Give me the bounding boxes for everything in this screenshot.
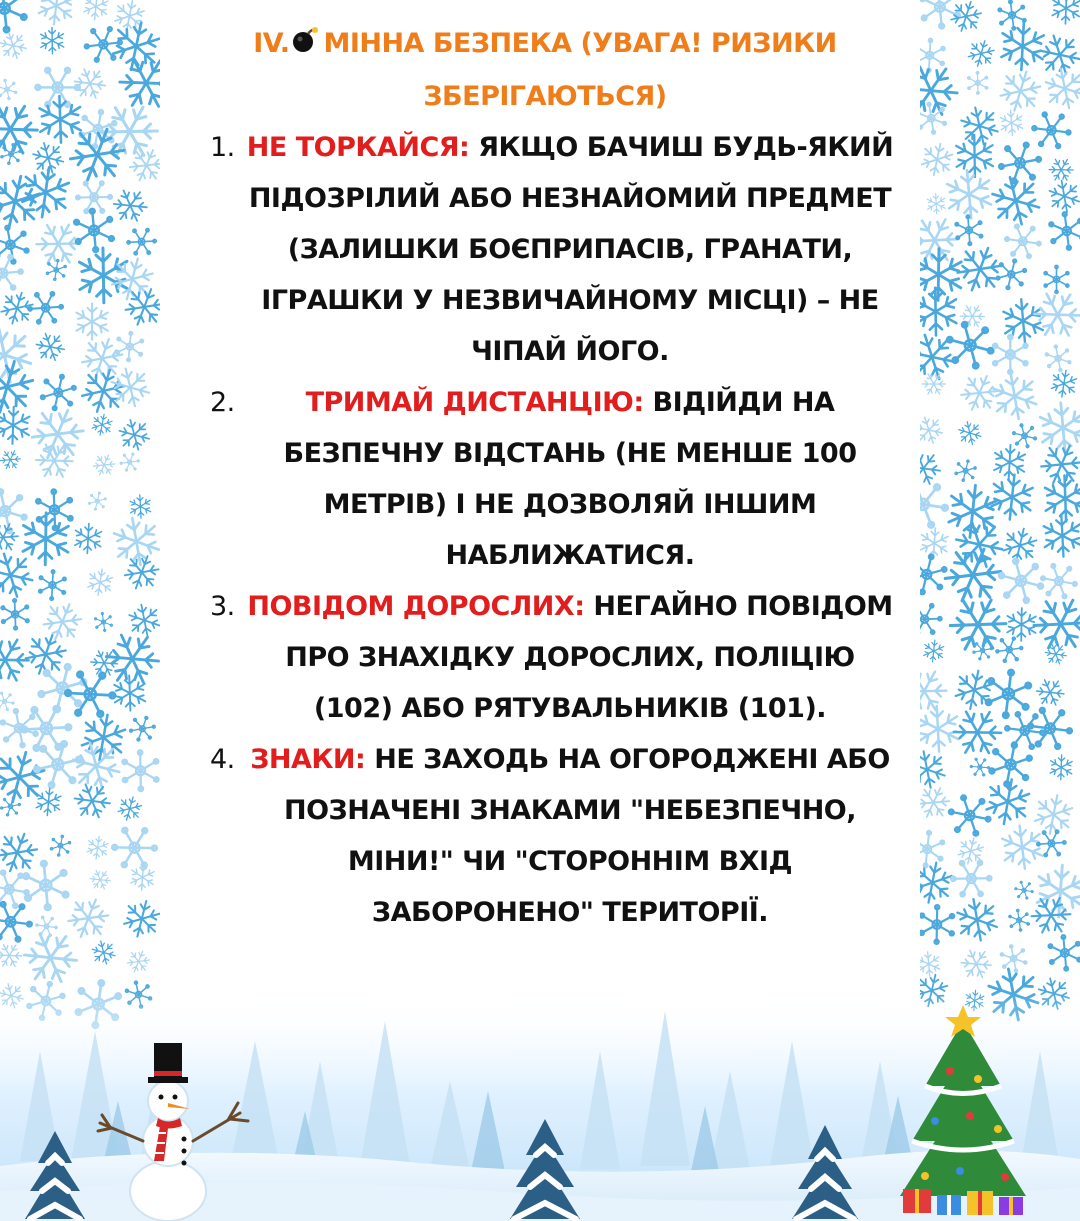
snowflake-icon xyxy=(0,629,35,690)
snowflake-icon xyxy=(91,413,113,437)
snowflake-icon xyxy=(0,518,21,556)
snowflake-icon xyxy=(0,828,41,878)
snowflake-icon xyxy=(1044,265,1069,293)
snowflake-icon xyxy=(0,94,44,165)
snowflake-icon xyxy=(76,303,107,339)
snowflake-icon xyxy=(35,24,69,57)
snowflake-icon xyxy=(83,0,108,21)
snowflake-icon xyxy=(0,219,36,270)
snowflake-icon xyxy=(65,893,113,944)
snowflake-icon xyxy=(109,184,152,228)
snowflake-icon xyxy=(70,63,110,104)
snowflake-icon xyxy=(920,905,954,944)
snowflake-icon xyxy=(1042,206,1080,255)
snowflake-icon xyxy=(944,589,1013,661)
rule-number: 4. xyxy=(210,744,235,775)
snowflake-icon xyxy=(920,527,948,559)
rules-list xyxy=(195,122,895,938)
snowflake-icon xyxy=(990,473,1034,522)
snowflake-icon xyxy=(1004,906,1033,935)
snowflake-icon xyxy=(923,191,950,217)
snowflake-icon xyxy=(87,567,114,597)
snowflake-icon xyxy=(967,38,996,70)
snowflake-icon xyxy=(114,414,155,455)
snowflake-icon xyxy=(1050,755,1072,781)
snowflake-icon xyxy=(124,223,160,261)
snowflake-icon xyxy=(920,597,946,641)
snowflake-icon xyxy=(30,90,91,149)
rule-text: ЯКЩО БАЧИШ БУДЬ-ЯКИЙ ПІДОЗРІЛИЙ АБО НЕЗНАЙОМИЙ ПРЕДМЕТ (ЗАЛИШКИ БОЄПРИПАСІВ, ГРАНАТИ, ІГРАШКИ У НЕЗВИЧАЙНОМУ МІСЦІ) – НЕ ЧІПАЙ ЙОГО. xyxy=(248,132,894,367)
snowflake-icon xyxy=(992,0,1032,35)
winter-scene xyxy=(0,991,1080,1221)
snowflake-icon xyxy=(1035,557,1080,605)
snowflake-icon xyxy=(91,451,117,478)
snowflake-icon xyxy=(87,866,113,893)
snowflake-icon xyxy=(113,49,160,118)
rule-item xyxy=(195,122,895,377)
snowflake-icon xyxy=(1012,878,1037,903)
snowflake-icon xyxy=(118,450,141,474)
snowflake-icon xyxy=(32,328,69,366)
snowflake-icon xyxy=(130,864,154,892)
snowflake-icon xyxy=(0,447,22,472)
section-title xyxy=(195,18,895,122)
rule-number: 1. xyxy=(210,132,235,163)
rule-label: НЕ ТОРКАЙСЯ: xyxy=(246,132,470,163)
snowflake-icon xyxy=(117,794,144,823)
rule-item xyxy=(195,581,895,734)
snowflake-icon xyxy=(1043,176,1080,217)
snowflake-icon xyxy=(0,76,21,103)
snowflake-icon xyxy=(38,0,75,27)
snowflake-icon xyxy=(122,897,160,940)
snowflake-icon xyxy=(993,335,1028,374)
snowflake-icon xyxy=(920,550,949,598)
snowflake-icon xyxy=(967,754,992,780)
snowflake-icon xyxy=(963,68,993,97)
snowflake-icon xyxy=(1001,21,1045,71)
snowflake-icon xyxy=(1028,284,1080,346)
snowflake-icon xyxy=(994,444,1026,480)
snowflake-icon xyxy=(947,130,1002,183)
snowflake-icon xyxy=(954,101,1004,151)
rule-text: НЕГАЙНО ПОВІДОМ ПРО ЗНАХІДКУ ДОРОСЛИХ, ПОЛІЦІЮ (102) АБО РЯТУВАЛЬНИКІВ (101). xyxy=(285,591,893,724)
snowflake-icon xyxy=(0,939,25,971)
snowflake-icon xyxy=(1035,509,1080,562)
snowflake-icon xyxy=(1027,890,1075,940)
snowflake-icon xyxy=(0,595,35,635)
snowflake-icon xyxy=(1033,792,1074,837)
snowflake-icon xyxy=(920,446,945,490)
bomb-icon xyxy=(291,20,319,71)
snowflake-icon xyxy=(995,107,1028,139)
snowflake-icon xyxy=(23,512,69,565)
snowflake-icon xyxy=(920,56,965,125)
snowflake-icon xyxy=(123,599,160,641)
rule-label: ПОВІДОМ ДОРОСЛИХ: xyxy=(247,591,585,622)
snowflake-icon xyxy=(69,777,115,824)
rule-label: ЗНАКИ: xyxy=(250,744,366,775)
rule-label: ТРИМАЙ ДИСТАНЦІЮ: xyxy=(305,387,644,418)
snowflake-icon xyxy=(125,492,155,521)
snowflake-icon xyxy=(1041,930,1080,976)
snowflake-icon xyxy=(998,66,1044,115)
snowflake-icon xyxy=(91,609,116,634)
rule-number: 2. xyxy=(210,387,235,418)
snowflake-icon xyxy=(32,912,60,941)
snowflake-icon xyxy=(920,745,952,794)
snowflake-icon xyxy=(0,0,36,39)
snowflake-icon xyxy=(0,28,31,63)
snowflake-icon xyxy=(79,365,128,418)
snowflake-icon xyxy=(920,782,953,823)
snowflake-icon xyxy=(106,818,160,877)
snowflake-icon xyxy=(0,546,40,605)
snowflake-icon xyxy=(1026,105,1076,156)
snowflake-icon xyxy=(0,248,27,299)
snowflake-icon xyxy=(954,458,978,484)
snowflake-icon xyxy=(1035,469,1080,527)
snowflake-icon xyxy=(949,892,1005,947)
snowflake-icon xyxy=(1036,864,1080,919)
rule-number: 3. xyxy=(210,591,235,622)
rule-item xyxy=(195,734,895,938)
snowflake-icon xyxy=(81,21,126,68)
snowflake-icon xyxy=(942,787,998,843)
snowflake-icon xyxy=(994,256,1028,293)
snowflake-icon xyxy=(920,412,947,448)
snowflake-icon xyxy=(88,937,119,968)
snowflake-icon xyxy=(86,835,109,860)
snowflake-icon xyxy=(995,137,1044,189)
snowflake-icon xyxy=(957,944,995,983)
snowflake-icon xyxy=(126,144,160,186)
snowflake-icon xyxy=(87,490,107,512)
snowflake-icon xyxy=(49,833,71,857)
snowflake-icon xyxy=(1007,608,1036,641)
snowflake-icon xyxy=(995,940,1032,977)
snowflake-icon xyxy=(1032,674,1068,710)
snowflake-icon xyxy=(36,787,62,816)
snowflake-icon xyxy=(957,370,1001,417)
snowflake-icon xyxy=(954,418,985,448)
snowflake-icon xyxy=(923,639,944,663)
winter-landscape-illustration xyxy=(0,991,1080,1221)
snowflake-icon xyxy=(115,331,144,363)
snowflake-icon xyxy=(28,484,82,536)
snowflake-icon xyxy=(920,948,945,979)
snowflake-icon xyxy=(21,165,71,221)
snowflake-icon xyxy=(920,829,945,869)
snowflake-icon xyxy=(993,819,1051,875)
snowflake-icon xyxy=(1040,341,1076,376)
snowflake-icon xyxy=(0,406,30,444)
snowflake-icon xyxy=(949,211,989,250)
snowflake-icon xyxy=(920,141,954,179)
snowflake-icon xyxy=(125,947,151,975)
rule-item xyxy=(195,377,895,581)
snowflake-icon xyxy=(1002,525,1039,565)
snowflake-icon xyxy=(38,569,66,601)
snowflake-icon xyxy=(74,523,101,554)
snowflake-icon xyxy=(1030,395,1080,460)
safety-rules-section xyxy=(195,18,895,938)
snowflake-icon xyxy=(24,285,67,330)
snowflake-icon xyxy=(949,0,984,35)
snowflake-icon xyxy=(1052,0,1080,24)
snowflake-icon xyxy=(105,510,160,572)
snowflake-icon xyxy=(984,667,1032,720)
rule-text: НЕ ЗАХОДЬ НА ОГОРОДЖЕНІ АБО ПОЗНАЧЕНІ ЗНАКАМИ "НЕБЕЗПЕЧНО, МІНИ!" ЧИ "СТОРОННІМ ВХІД ЗАБОРОНЕНО" ТЕРИТОРІЇ. xyxy=(283,744,890,928)
section-title-text: МІННА БЕЗПЕКА (УВАГА! РИЗИКИ ЗБЕРІГАЮТЬСЯ) xyxy=(323,28,837,112)
rule-text: ВІДІЙДИ НА БЕЗПЕЧНУ ВІДСТАНЬ (НЕ МЕНШЕ 100 МЕТРІВ) І НЕ ДОЗВОЛЯЙ ІНШИМ НАБЛИЖАТИСЯ. xyxy=(283,387,857,571)
section-number: IV. xyxy=(253,28,290,59)
snowflake-icon xyxy=(127,713,157,745)
snowflake-icon xyxy=(1008,419,1041,452)
snowflake-icon xyxy=(0,894,38,951)
snowflake-icon xyxy=(920,38,945,73)
snowflake-icon xyxy=(39,371,78,414)
snowflake-icon xyxy=(1050,369,1077,399)
